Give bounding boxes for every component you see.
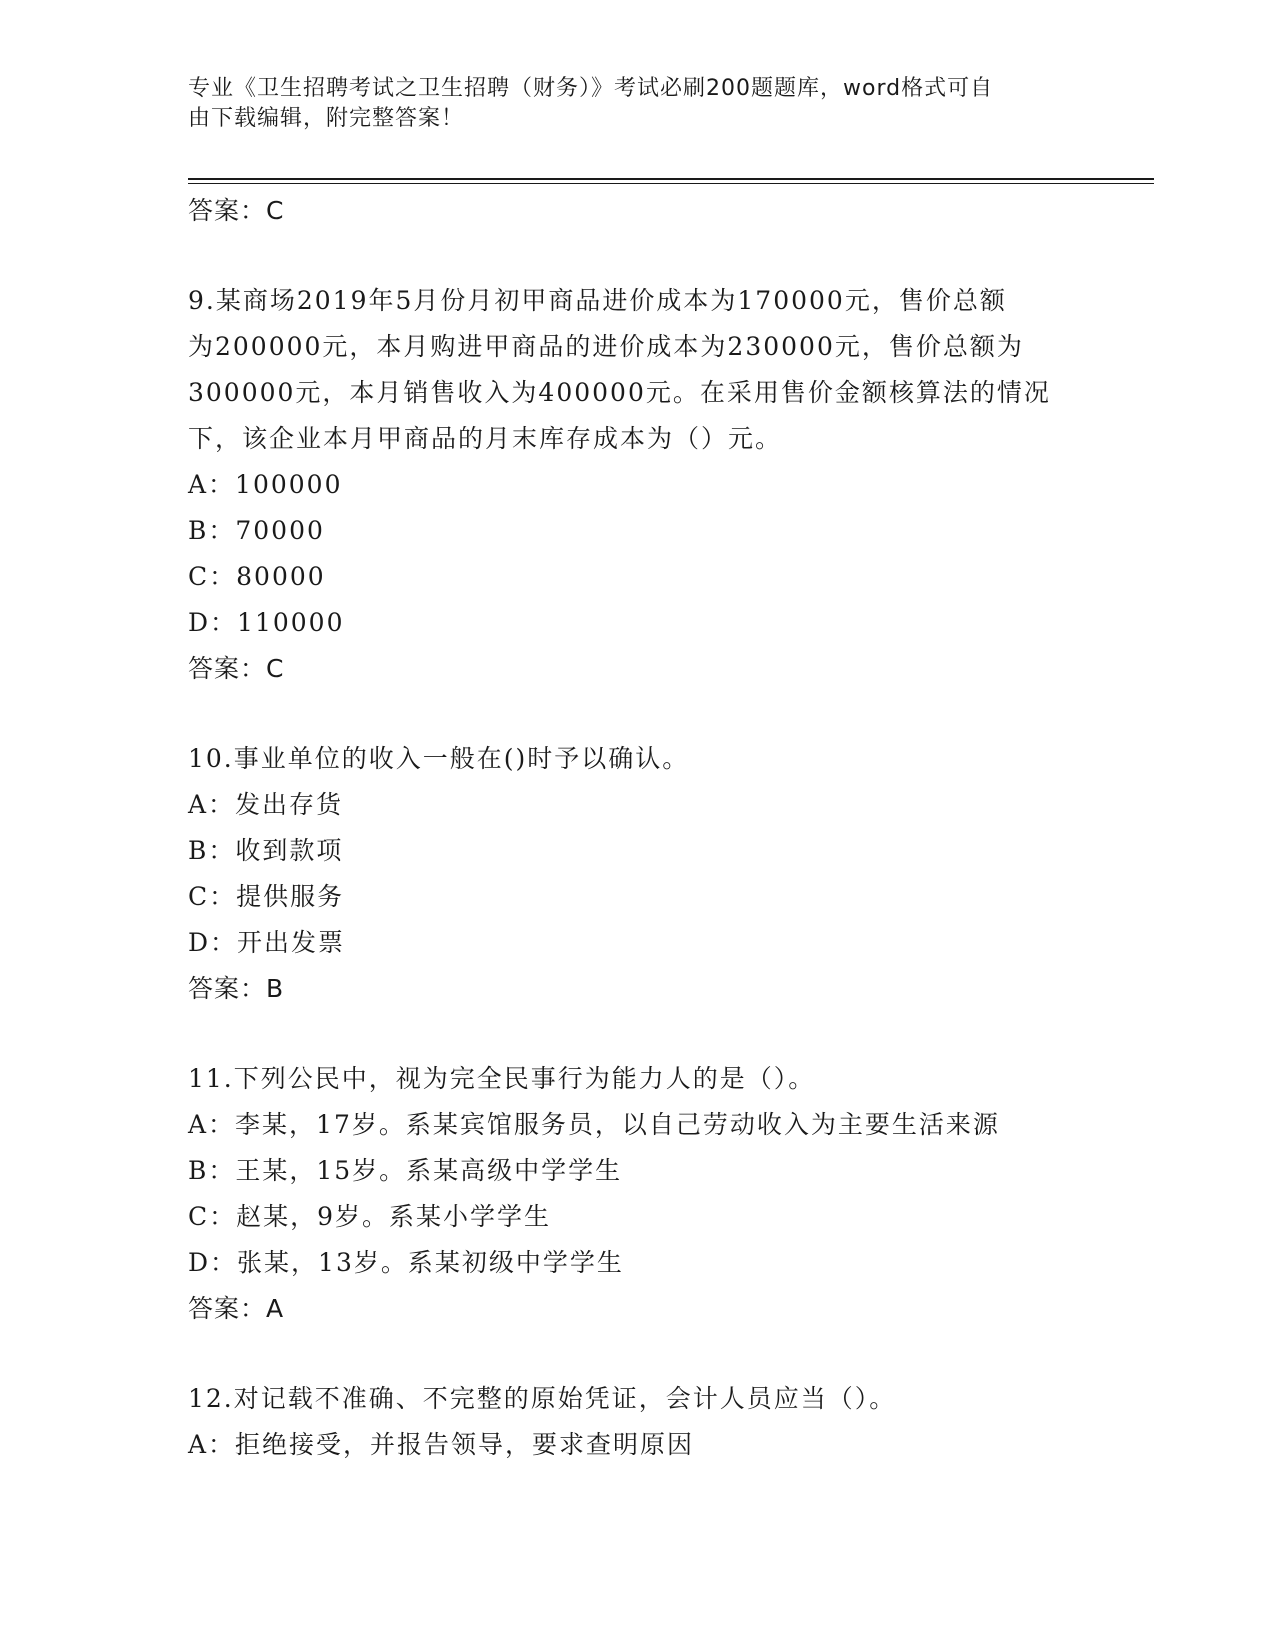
option-a: A：100000 [188, 470, 343, 499]
question-9 [188, 278, 1088, 692]
question-12 [188, 1376, 1088, 1468]
question-11 [188, 1056, 1088, 1332]
spacer [188, 1012, 1088, 1056]
header-divider-thick [188, 178, 1154, 180]
spacer [188, 1332, 1088, 1376]
spacer [188, 692, 1088, 736]
question-text: 12.对记载不准确、不完整的原始凭证，会计人员应当（）。 [188, 1384, 897, 1413]
header-line-1: 专业《卫生招聘考试之卫生招聘（财务）》考试必刷200题题库，word格式可自 [188, 76, 994, 101]
option-d: D：张某，13岁。系某初级中学学生 [188, 1248, 624, 1277]
option-c: C：赵某，9岁。系某小学学生 [188, 1202, 552, 1231]
option-a: A：李某，17岁。系某宾馆服务员，以自己劳动收入为主要生活来源 [188, 1110, 1000, 1139]
question-list [188, 188, 1088, 1468]
option-c: C：提供服务 [188, 882, 345, 911]
question-text-line: 下，该企业本月甲商品的月末库存成本为（）元。 [188, 424, 783, 453]
header-line-2: 由下载编辑，附完整答案！ [188, 106, 465, 131]
option-a: A：发出存货 [188, 790, 344, 819]
previous-answer: 答案：C [188, 196, 285, 225]
question-text-line: 300000元，本月销售收入为400000元。在采用售价金额核算法的情况 [188, 378, 1051, 407]
option-b: B：70000 [188, 516, 325, 545]
question-text: 11.下列公民中，视为完全民事行为能力人的是（）。 [188, 1064, 816, 1093]
option-b: B：收到款项 [188, 836, 344, 865]
answer: 答案：B [188, 974, 285, 1003]
question-text-line: 为200000元，本月购进甲商品的进价成本为230000元，售价总额为 [188, 332, 1024, 361]
document-header [188, 74, 1068, 134]
option-d: D：开出发票 [188, 928, 346, 957]
option-a: A：拒绝接受，并报告领导，要求查明原因 [188, 1430, 695, 1459]
answer: 答案：A [188, 1294, 285, 1323]
option-b: B：王某，15岁。系某高级中学学生 [188, 1156, 623, 1185]
answer: 答案：C [188, 654, 285, 683]
header-divider-thin [188, 183, 1154, 184]
question-10 [188, 736, 1088, 1012]
question-text: 10.事业单位的收入一般在()时予以确认。 [188, 744, 690, 773]
spacer [188, 234, 1088, 278]
question-text-line: 9.某商场2019年5月份月初甲商品进价成本为170000元，售价总额 [188, 286, 1007, 315]
option-d: D：110000 [188, 608, 345, 637]
option-c: C：80000 [188, 562, 326, 591]
